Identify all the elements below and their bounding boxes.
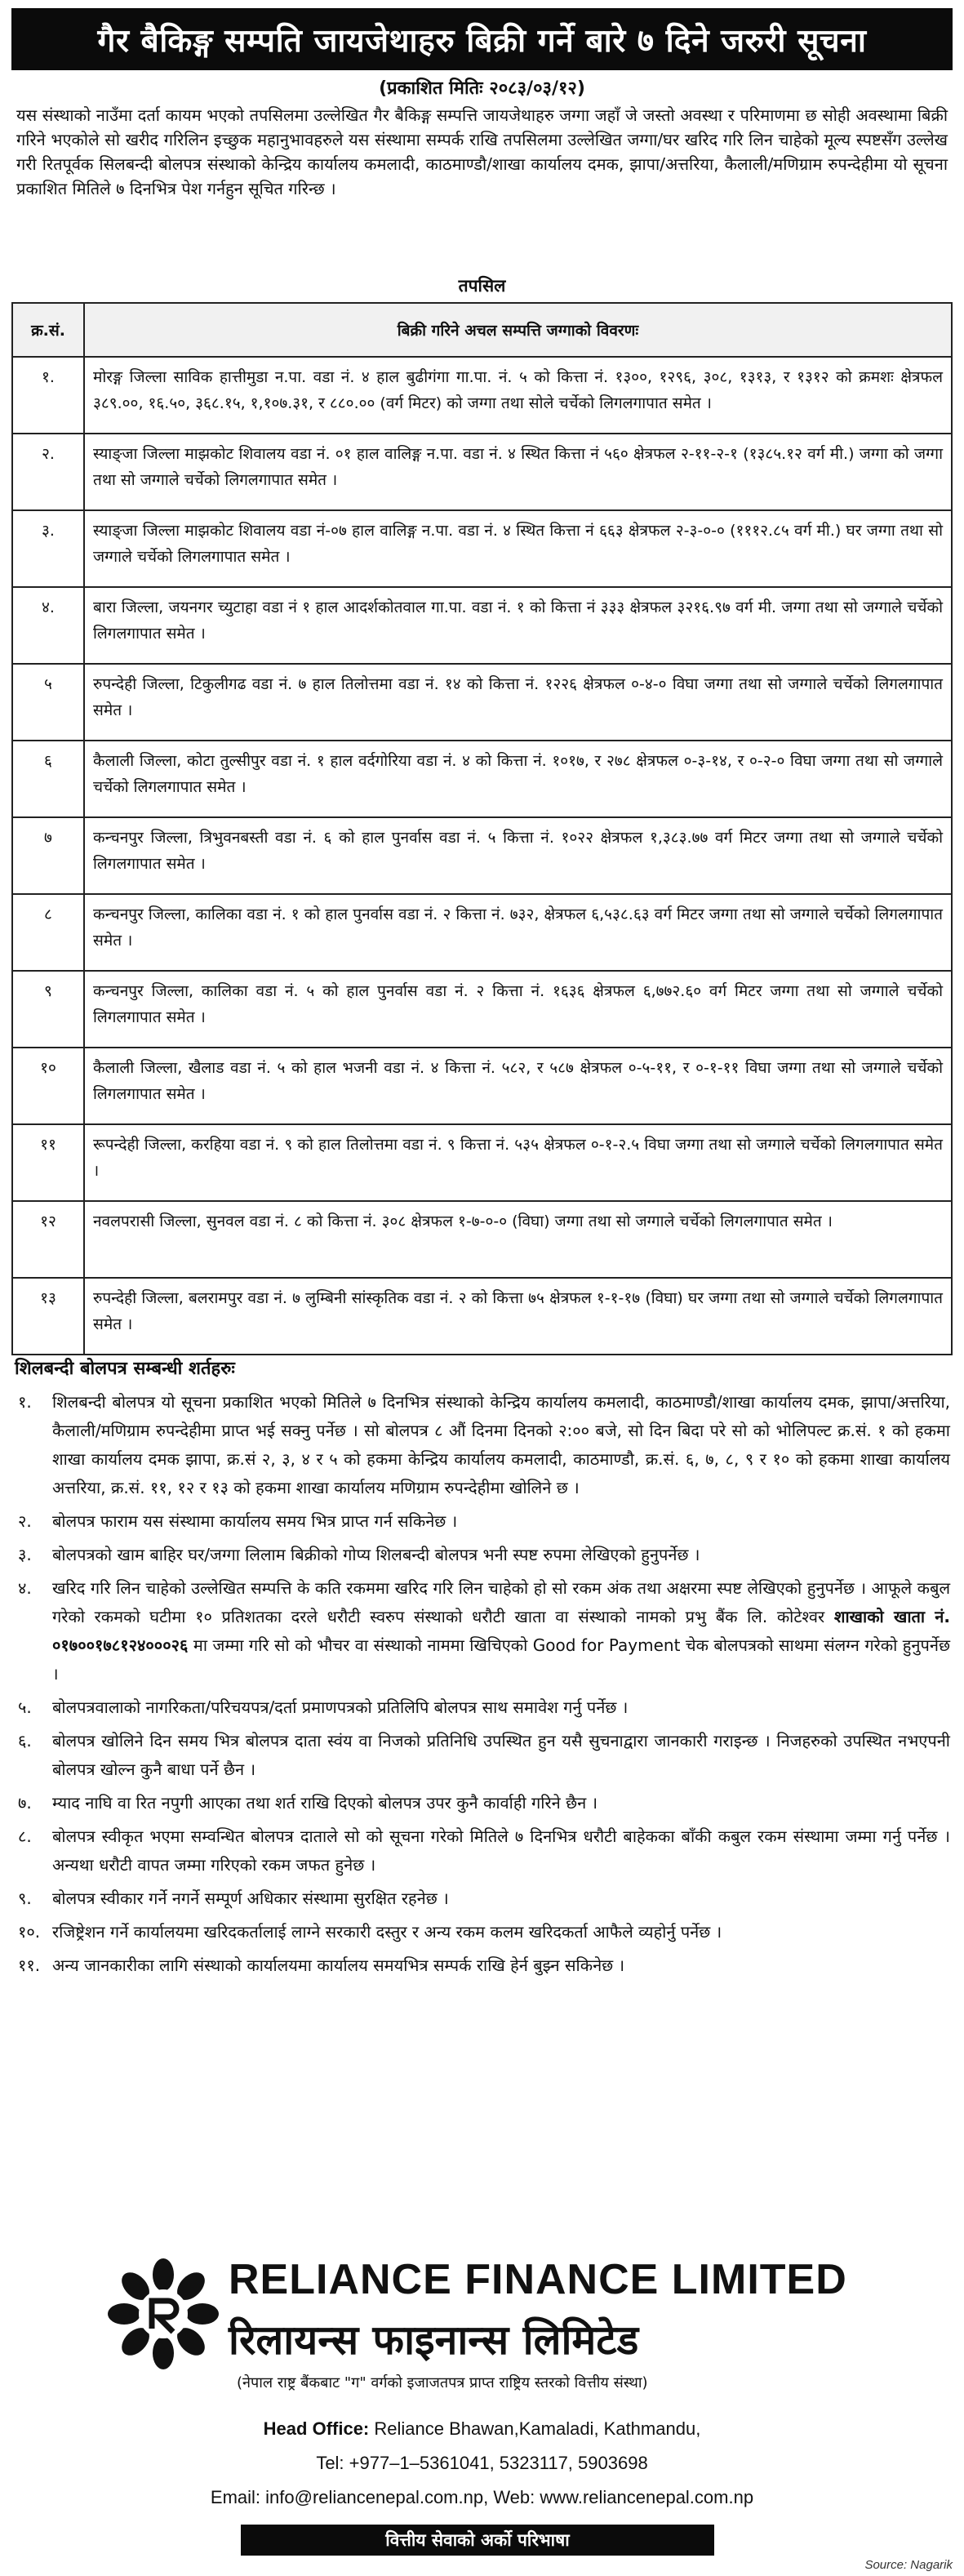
list-item <box>15 1789 950 1817</box>
row-description: बारा जिल्ला, जयनगर च्युटाहा वडा नं १ हाल आदर्शकोतवाल गा.पा. वडा नं. १ को कित्ता नं ३३३ क्षेत्रफल ३२१६.९७ वर्ग मी. जग्गा तथा सो जग्गाले चर्चेको लिगलगापात समेत । <box>84 587 952 664</box>
flower-logo-icon <box>106 2257 220 2371</box>
row-description: कन्चनपुर जिल्ला, त्रिभुवनबस्ती वडा नं. ६ को हाल पुनर्वास वडा नं. ५ कित्ता नं. १०२२ क्षेत्रफल १,३८३.७७ वर्ग मिटर जग्गा तथा सो जग्गाले चर्चेको लिगलगापात समेत । <box>84 817 952 894</box>
row-serial: ५ <box>12 664 84 741</box>
table-row <box>12 741 952 817</box>
company-name-nepali: रिलायन्स फाइनान्स लिमिटेड <box>229 2316 639 2364</box>
term-text: बोलपत्र स्वीकार गर्ने नगर्ने सम्पूर्ण अधिकार संस्थामा सुरक्षित रहनेछ । <box>52 1889 449 1908</box>
email-web-line: Email: info@reliancenepal.com.np, Web: www.reliancenepal.com.np <box>210 2487 754 2507</box>
row-description: रुपन्देही जिल्ला, टिकुलीगढ वडा नं. ७ हाल तिलोत्तमा वडा नं. १४ को कित्ता नं. १२२६ क्षेत्रफल ०-४-० विघा जग्गा तथा सो जग्गाले चर्चेको लिगलगापात समेत । <box>84 664 952 741</box>
row-serial: ३. <box>12 510 84 587</box>
head-office-label: Head Office: <box>263 2418 370 2439</box>
published-date: (प्रकाशित मितिः २०८३/०३/१२) <box>379 78 585 99</box>
row-serial: १० <box>12 1048 84 1124</box>
table-row <box>12 357 952 434</box>
list-item <box>15 1693 950 1722</box>
term-text-continued: मा जम्मा गरि सो को भौचर वा संस्थाको नाममा खिचिएको Good for Payment चेक बोलपत्रको साथमा संलग्न गरेको हुनुपर्नेछ । <box>52 1635 951 1684</box>
row-serial: ७ <box>12 817 84 894</box>
header-serial: क्र.सं. <box>12 303 84 357</box>
row-description: कन्चनपुर जिल्ला, कालिका वडा नं. ५ को हाल पुनर्वास वडा नं. २ कित्ता नं. १६३६ क्षेत्रफल ६,७७२.६० वर्ग मिटर जग्गा तथा सो जग्गाले चर्चेको लिगलगापात समेत । <box>84 971 952 1048</box>
license-note: (नेपाल राष्ट्र बैंकबाट "ग" वर्गको इजाजतपत्र प्राप्त राष्ट्रिय स्तरको वित्तीय संस्था) <box>237 2374 648 2391</box>
term-number: ६. <box>18 1731 32 1751</box>
term-text: बोलपत्रको खाम बाहिर घर/जग्गा लिलाम बिक्रीको गोप्य शिलबन्दी बोलपत्र भनी स्पष्ट रुपमा लेखिएको हुनुपर्नेछ । <box>52 1545 700 1564</box>
table-row <box>12 817 952 894</box>
table-header-row <box>12 303 952 357</box>
term-text: बोलपत्र खोलिने दिन समय भित्र बोलपत्र दाता स्वंय वा निजको प्रतिनिधि उपस्थित हुन यसै सुचनाद्वारा जानकारी गराइन्छ । निजहरुको उपस्थित नभएपनी बोलपत्र खोल्न कुनै बाधा पर्ने छैन । <box>52 1731 950 1779</box>
list-item <box>15 1822 950 1880</box>
row-serial: ११ <box>12 1124 84 1201</box>
table-row <box>12 1124 952 1201</box>
head-office-line <box>0 2418 964 2440</box>
header-description: बिक्री गरिने अचल सम्पत्ति जग्गाको विवरणः <box>84 303 952 357</box>
head-office-address: Reliance Bhawan,Kamaladi, Kathmandu, <box>374 2418 701 2439</box>
term-text: रजिष्ट्रेशन गर्ने कार्यालयमा खरिदकर्तालाई लाग्ने सरकारी दस्तुर र अन्य रकम कलम खरिदकर्ता आफैले व्यहोर्नु पर्नेछ । <box>52 1922 722 1942</box>
term-number: ४. <box>18 1578 32 1598</box>
term-number: १०. <box>18 1922 41 1942</box>
row-description: कैलाली जिल्ला, कोटा तुल्सीपुर वडा नं. १ हाल वर्दगोरिया वडा नं. ४ को कित्ता नं. १०१७, र २७८ क्षेत्रफल ०-३-१४, र ०-२-० विघा जग्गा तथा सो जग्गाले चर्चेको लिगलगापात समेत । <box>84 741 952 817</box>
term-number: २. <box>18 1511 32 1531</box>
table-row <box>12 1201 952 1278</box>
term-number: ५. <box>18 1697 32 1717</box>
row-serial: ६ <box>12 741 84 817</box>
tagline: वित्तीय सेवाको अर्को परिभाषा <box>241 2525 714 2556</box>
list-item <box>15 1951 950 1980</box>
term-text: बोलपत्र फाराम यस संस्थामा कार्यालय समय भित्र प्राप्त गर्न सकिनेछ । <box>52 1511 458 1531</box>
row-serial: ९ <box>12 971 84 1048</box>
list-item <box>15 1918 950 1946</box>
table-row <box>12 664 952 741</box>
term-text: बोलपत्रवालाको नागरिकता/परिचयपत्र/दर्ता प्रमाणपत्रको प्रतिलिपि बोलपत्र साथ समावेश गर्नु पर्नेछ । <box>52 1697 629 1717</box>
row-description: मोरङ्ग जिल्ला साविक हात्तीमुडा न.पा. वडा नं. ४ हाल बुढीगंगा गा.पा. नं. ५ को कित्ता नं. १३००, १२९६, ३०८, १३१३, र १३१२ को क्रमशः क्षेत्रफल ३८९.००, १६.५०, ३६८.१५, १,१०७.३१, र ८८०.०० (वर्ग मिटर) को जग्गा तथा सोले चर्चेको लिगलगापात समेत । <box>84 357 952 434</box>
row-description: रूपन्देही जिल्ला, करहिया वडा नं. ९ को हाल तिलोत्तमा वडा नं. ९ कित्ता नं. ५३५ क्षेत्रफल ०-१-२.५ विघा जग्गा तथा सो जग्गाले चर्चेको लिगलगापात समेत । <box>84 1124 952 1201</box>
term-text: शिलबन्दी बोलपत्र यो सूचना प्रकाशित भएको मितिले ७ दिनभित्र संस्थाको केन्द्रिय कार्यालय कमलादी, काठमाण्डौ/शाखा कार्यालय दमक, झापा/अत्तरिया, कैलाली/मणिग्राम रुपन्देहीमा प्राप्त भई सक्नु पर्नेछ । सो बोलपत्र ८ औं दिनमा दिनको २:०० बजे, सो दिन बिदा परे सो को भोलिपल्ट क्र.सं. १ को हकमा शाखा कार्यालय दमक झापा, क्र.सं २, ३, ४ र ५ को हकमा केन्द्रिय कार्यालय कमलादी, काठमाण्डौ, क्र.सं. ६, ७, ८, ९ र १० को हकमा शाखा कार्यालय अत्तरिया, क्र.सं. ११, १२ र १३ को हकमा शाखा कार्यालय मणिग्राम रुपन्देहीमा खोलिने छ । <box>52 1392 950 1497</box>
table-row <box>12 510 952 587</box>
row-serial: १३ <box>12 1278 84 1355</box>
row-description: स्याङ्जा जिल्ला माझकोट शिवालय वडा नं-०७ हाल वालिङ्ग न.पा. वडा नं. ४ स्थित कित्ता नं ६६३ क्षेत्रफल २-३-०-० (१११२.८५ वर्ग मी.) घर जग्गा तथा सो जग्गाले चर्चेको लिगलगापात समेत । <box>84 510 952 587</box>
table-body <box>12 357 952 1355</box>
row-serial: २. <box>12 434 84 510</box>
list-item <box>15 1884 950 1913</box>
list-item <box>15 1727 950 1784</box>
table-row <box>12 894 952 971</box>
row-description: कैलाली जिल्ला, खैलाड वडा नं. ५ को हाल भजनी वडा नं. ४ कित्ता नं. ५८२, र ५८७ क्षेत्रफल ०-५-११, र ०-१-११ विघा जग्गा तथा सो जग्गाले चर्चेको लिगलगापात समेत । <box>84 1048 952 1124</box>
row-serial: १. <box>12 357 84 434</box>
table-row <box>12 1278 952 1355</box>
source-credit: Source: Nagarik <box>864 2558 953 2572</box>
term-number: ८. <box>18 1826 32 1846</box>
list-item <box>15 1541 950 1569</box>
list-item <box>15 1507 950 1536</box>
terms-list <box>15 1388 950 1985</box>
table-row <box>12 587 952 664</box>
term-text: अन्य जानकारीका लागि संस्थाको कार्यालयमा कार्यालय समयभित्र सम्पर्क राखि हेर्न बुझ्न सकिनेछ । <box>52 1955 625 1975</box>
term-number: ३. <box>18 1545 32 1564</box>
terms-heading: शिलबन्दी बोलपत्र सम्बन्धी शर्तहरुः <box>15 1359 235 1379</box>
company-logo-block <box>106 2252 857 2415</box>
table-row <box>12 971 952 1048</box>
term-number: ९. <box>18 1889 32 1908</box>
schedule-heading: तपसिल <box>458 276 506 296</box>
row-serial: ४. <box>12 587 84 664</box>
term-text: म्याद नाघि वा रित नपुगी आएका तथा शर्त राखि दिएको बोलपत्र उपर कुनै कार्वाही गरिने छैन । <box>52 1793 598 1813</box>
telephone-line: Tel: +977–1–5361041, 5323117, 5903698 <box>316 2453 648 2473</box>
term-number: ११. <box>18 1955 41 1975</box>
row-serial: ८ <box>12 894 84 971</box>
list-item <box>15 1574 950 1688</box>
row-description: रुपन्देही जिल्ला, बलरामपुर वडा नं. ७ लुम्बिनी सांस्कृतिक वडा नं. २ को कित्ता ७५ क्षेत्रफल १-१-१७ (विघा) घर जग्गा तथा सो जग्गाले चर्चेको लिगलगापात समेत । <box>84 1278 952 1355</box>
list-item <box>15 1388 950 1502</box>
row-description: कन्चनपुर जिल्ला, कालिका वडा नं. १ को हाल पुनर्वास वडा नं. २ कित्ता नं. ७३२, क्षेत्रफल ६,५३८.६३ वर्ग मिटर जग्गा तथा सो जग्गाले चर्चेको लिगलगापात समेत । <box>84 894 952 971</box>
account-number: शाखाको खाता नं. ०१७००१७८१२४०००२६ <box>52 1607 951 1655</box>
notice-intro: यस संस्थाको नाउँमा दर्ता कायम भएको तपसिलमा उल्लेखित गैर बैकिङ्ग सम्पत्ति जायजेथाहरु जग्गा जहाँ जे जस्तो अवस्था र परिमाणमा छ सोही अवस्थामा बिक्री गरिने भएकोले सो खरीद गरिलिन इच्छुक महानुभावहरुले यस संस्थामा सम्पर्क राखि तपसिलमा उल्लेखित जग्गा/घर खरिद गरि लिन चाहेको मूल्य स्पष्टसँग उल्लेख गरी रितपूर्वक सिलबन्दी बोलपत्र संस्थाको केन्द्रिय कार्यालय कमलादी, काठमाण्डौ/शाखा कार्यालय दमक, झापा/अत्तरिया, कैलाली/मणिग्राम रुपन्देहीमा यो सूचना प्रकाशित मितिले ७ दिनभित्र पेश गर्नहुन सूचित गरिन्छ । <box>16 105 948 198</box>
row-description: नवलपरासी जिल्ला, सुनवल वडा नं. ८ को कित्ता नं. ३०८ क्षेत्रफल १-७-०-० (विघा) जग्गा तथा सो जग्गाले चर्चेको लिगलगापात समेत । <box>84 1201 952 1278</box>
term-text: बोलपत्र स्वीकृत भएमा सम्वन्धित बोलपत्र दाताले सो को सूचना गरेको मितिले ७ दिनभित्र धरौटी बाहेकका बाँकी कबुल रकम संस्थामा जम्मा गर्नु पर्नेछ । अन्यथा धरौटी वापत जम्मा गरिएको रकम जफत हुनेछ । <box>52 1826 950 1875</box>
table-row <box>12 434 952 510</box>
property-schedule-table <box>11 302 953 1355</box>
notice-title: गैर बैकिङ्ग सम्पति जायजेथाहरु बिक्री गर्ने बारे ७ दिने जरुरी सूचना <box>11 8 953 70</box>
term-number: ७. <box>18 1793 32 1813</box>
row-serial: १२ <box>12 1201 84 1278</box>
table-row <box>12 1048 952 1124</box>
company-name-english: RELIANCE FINANCE LIMITED <box>229 2256 847 2303</box>
row-description: स्याङ्जा जिल्ला माझकोट शिवालय वडा नं. ०१ हाल वालिङ्ग न.पा. वडा नं. ४ स्थित कित्ता नं ५६० क्षेत्रफल २-११-२-१ (१३८५.१२ वर्ग मी.) जग्गा को जग्गा तथा सो जग्गाले चर्चेको लिगलगापात समेत । <box>84 434 952 510</box>
term-text: खरिद गरि लिन चाहेको उल्लेखित सम्पत्ति के कति रकममा खरिद गरि लिन चाहेको हो सो रकम अंक तथा अक्षरमा स्पष्ट लेखिएको हुनुपर्नेछ । आफूले कबुल गरेको रकमको घटीमा १० प्रतिशतका दरले धरौटी स्वरुप संस्थाको धरौटी खाता वा संस्थाको नामको प्रभु बैंक लि. कोटेश्वर <box>52 1578 950 1626</box>
term-number: १. <box>18 1392 32 1412</box>
